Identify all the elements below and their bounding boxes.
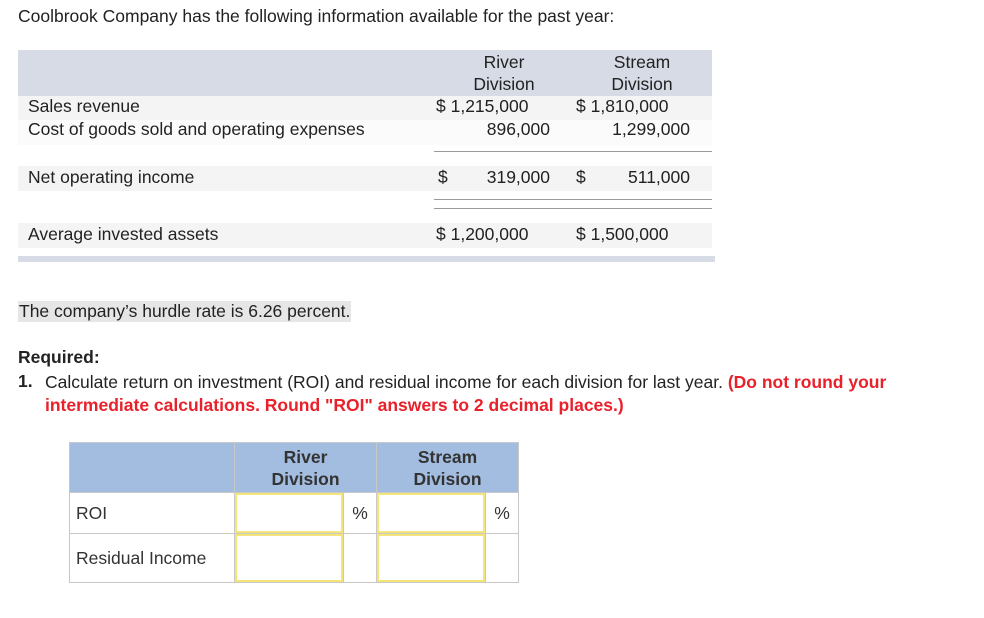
- roi-row-label: ROI: [70, 493, 235, 534]
- info-table-footer: [18, 256, 715, 262]
- required-heading: Required:: [18, 347, 100, 367]
- cogs-river: 896,000: [486, 119, 550, 139]
- assets-stream: $ 1,500,000: [576, 224, 669, 244]
- river-division-header: River Division: [473, 52, 535, 94]
- assets-river: $ 1,200,000: [436, 224, 529, 244]
- average-invested-assets-label: Average invested assets: [28, 224, 219, 244]
- roi-stream-percent: %: [486, 493, 519, 534]
- rounding-instruction: (Do not round your intermediate calculations. Round "ROI" answers to 2 decimal places.): [45, 372, 887, 415]
- stream-division-column-header: Stream Division: [377, 443, 519, 493]
- residual-income-river-cell: [235, 534, 344, 583]
- roi-stream-input[interactable]: [377, 493, 485, 533]
- noi-stream-sign: $: [576, 167, 586, 187]
- residual-income-river-unit: [344, 534, 377, 583]
- intro-text: Coolbrook Company has the following information available for the past year:: [18, 6, 615, 26]
- noi-river-sign: $: [438, 167, 448, 187]
- sales-revenue-river: $ 1,215,000: [436, 96, 529, 116]
- cogs-stream: 1,299,000: [612, 119, 690, 139]
- river-division-column-header: River Division: [235, 443, 377, 493]
- noi-stream: 511,000: [628, 167, 690, 187]
- subtotal-rule: [434, 151, 712, 152]
- residual-income-stream-input[interactable]: [377, 534, 485, 582]
- roi-river-percent: %: [344, 493, 377, 534]
- residual-income-stream-cell: [377, 534, 486, 583]
- total-rule: [434, 199, 712, 200]
- noi-river: 319,000: [486, 167, 550, 187]
- requirement-question: Calculate return on investment (ROI) and residual income for each division for last year.: [45, 372, 723, 392]
- stream-division-header: Stream Division: [611, 52, 673, 94]
- roi-river-input[interactable]: [235, 493, 343, 533]
- cogs-label: Cost of goods sold and operating expenses: [28, 119, 365, 139]
- roi-stream-cell: [377, 493, 486, 534]
- residual-income-row-label: Residual Income: [70, 534, 235, 583]
- sales-revenue-label: Sales revenue: [28, 96, 140, 116]
- requirement-number: 1.: [18, 371, 33, 391]
- sales-revenue-stream: $ 1,810,000: [576, 96, 669, 116]
- roi-river-cell: [235, 493, 344, 534]
- answer-table: [69, 442, 519, 583]
- hurdle-rate-text: The company’s hurdle rate is 6.26 percent.: [19, 301, 351, 321]
- residual-income-stream-unit: [486, 534, 519, 583]
- requirement-text: [45, 371, 975, 417]
- residual-income-river-input[interactable]: [235, 534, 343, 582]
- net-operating-income-label: Net operating income: [28, 167, 195, 187]
- answer-table-corner: [70, 443, 235, 493]
- total-rule-double: [434, 208, 712, 209]
